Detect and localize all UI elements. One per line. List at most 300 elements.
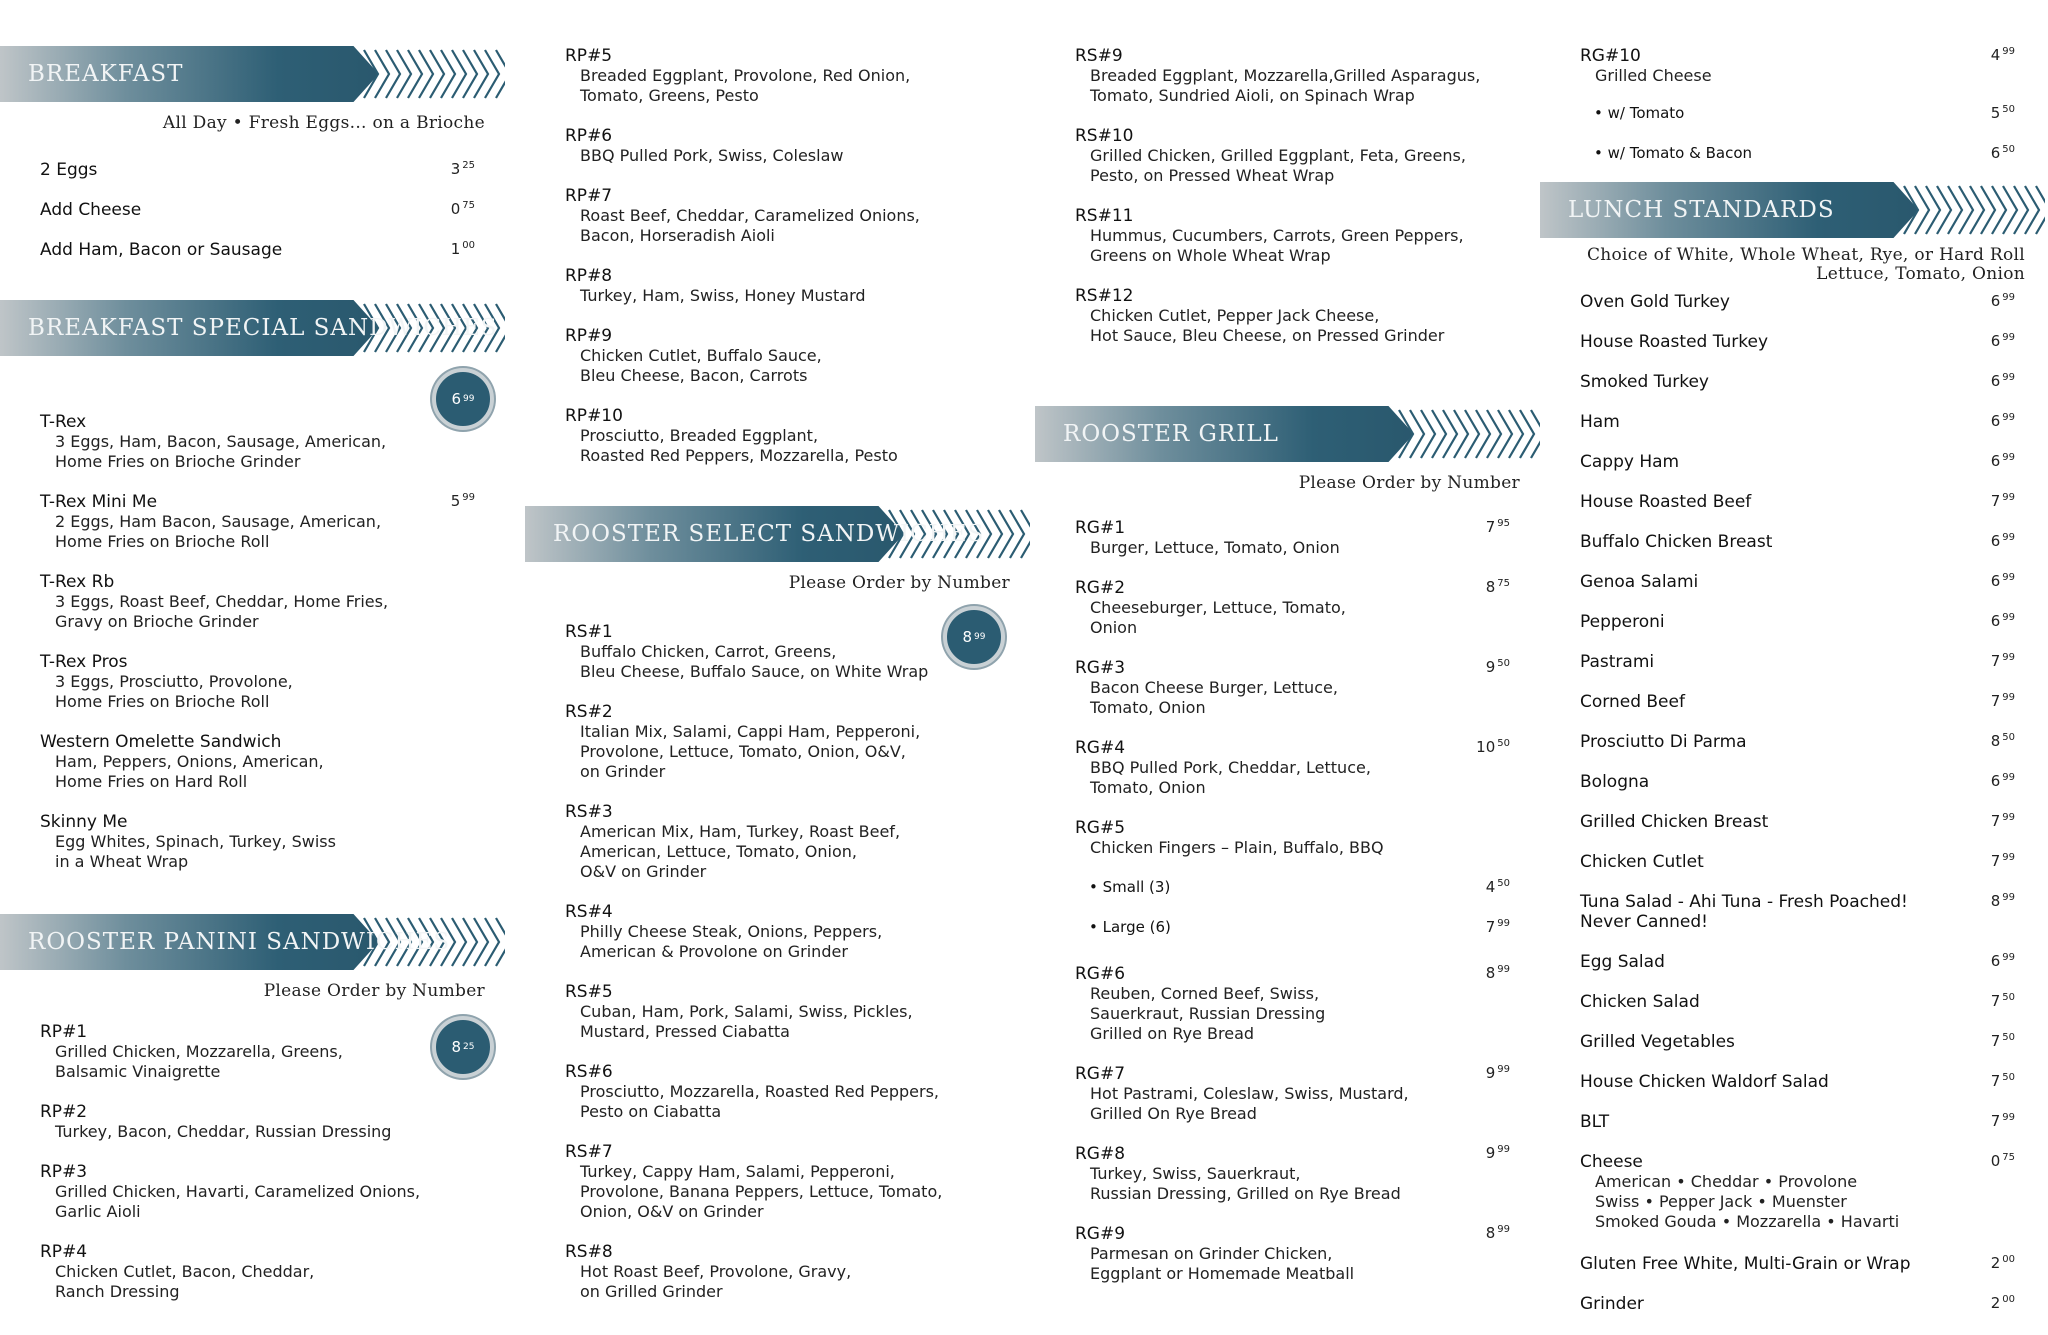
item-description: Greens on Whole Wheat Wrap — [1090, 246, 1331, 265]
item-name: RG#1 — [1075, 518, 1126, 538]
price-cents: 99 — [2002, 452, 2015, 463]
item-description: Turkey, Swiss, Sauerkraut, — [1090, 1164, 1301, 1183]
item-price — [1486, 518, 1510, 536]
item-description: Grilled On Rye Bread — [1090, 1104, 1257, 1123]
item-description: Breaded Eggplant, Provolone, Red Onion, — [580, 66, 911, 85]
item-description: Gravy on Brioche Grinder — [55, 612, 259, 631]
item-name: RS#1 — [565, 622, 613, 642]
menu-item — [1580, 1072, 2035, 1092]
item-description: Provolone, Banana Peppers, Lettuce, Tomato, — [580, 1182, 943, 1201]
menu-item — [1075, 578, 1530, 638]
price-cents: 50 — [2002, 104, 2015, 115]
item-description: Hummus, Cucumbers, Carrots, Green Peppers, — [1090, 226, 1464, 245]
menu-item — [565, 702, 1020, 782]
menu-item — [1580, 1254, 2035, 1274]
menu-item — [1580, 652, 2035, 672]
item-price — [1991, 1112, 2015, 1130]
item-name-line2: Never Canned! — [1580, 912, 1708, 932]
price-dollars: 9 — [1485, 1064, 1496, 1082]
subtitle-line: All Day • Fresh Eggs... on a Brioche — [162, 113, 485, 133]
item-name: RP#8 — [565, 266, 613, 286]
item-price — [1486, 578, 1510, 596]
menu-item — [1075, 126, 1530, 186]
price-cents: 99 — [1497, 1224, 1510, 1235]
menu-item — [565, 406, 1020, 466]
column-4 — [1540, 0, 2045, 1335]
item-description: Home Fries on Brioche Roll — [55, 532, 270, 551]
price-cents: 99 — [2002, 46, 2015, 57]
item-price — [1991, 332, 2015, 350]
menu-item — [1580, 1152, 2035, 1232]
price-cents: 00 — [462, 240, 475, 251]
item-description: Buffalo Chicken, Carrot, Greens, — [580, 642, 837, 661]
section-subtitle — [264, 982, 485, 1001]
item-name: Cappy Ham — [1580, 452, 1680, 472]
item-price — [1991, 492, 2015, 510]
item-price — [1991, 1254, 2015, 1272]
item-description: Hot Pastrami, Coleslaw, Swiss, Mustard, — [1090, 1084, 1409, 1103]
item-price — [1991, 612, 2015, 630]
item-price — [1991, 532, 2015, 550]
menu-item — [1075, 286, 1530, 346]
breakfast-banner — [0, 46, 505, 102]
subtitle-line: Lettuce, Tomato, Onion — [1816, 264, 2025, 284]
item-description: Ranch Dressing — [55, 1282, 180, 1301]
item-description: Home Fries on Hard Roll — [55, 772, 248, 791]
item-description: Tomato, Onion — [1090, 778, 1206, 797]
item-price — [1991, 732, 2015, 750]
price-dollars: 9 — [1485, 658, 1496, 676]
item-name: RG#2 — [1075, 578, 1126, 598]
price-dollars: 6 — [1990, 572, 2001, 590]
item-price — [1991, 692, 2015, 710]
item-name: RS#5 — [565, 982, 613, 1002]
price-dollars: 8 — [1485, 964, 1496, 982]
section-title: BREAKFAST — [28, 61, 184, 87]
menu-item — [565, 982, 1020, 1042]
price-cents: 99 — [2002, 692, 2015, 703]
item-name: RG#9 — [1075, 1224, 1126, 1244]
item-name: Pepperoni — [1580, 612, 1665, 632]
item-name: Chicken Cutlet — [1580, 852, 1704, 872]
price-dollars: 7 — [1990, 652, 2001, 670]
item-price — [1991, 452, 2015, 470]
item-description: Bleu Cheese, Buffalo Sauce, on White Wrap — [580, 662, 929, 681]
item-name: RS#9 — [1075, 46, 1123, 66]
price-cents: 99 — [2002, 1112, 2015, 1123]
lunch-banner — [1540, 182, 2045, 238]
price-dollars: 3 — [450, 160, 461, 178]
item-name: RG#4 — [1075, 738, 1126, 758]
item-name: Skinny Me — [40, 812, 128, 832]
menu-item — [1580, 612, 2035, 632]
price-dollars: 6 — [1990, 372, 2001, 390]
item-description: 3 Eggs, Prosciutto, Provolone, — [55, 672, 293, 691]
price-cents: 99 — [2002, 572, 2015, 583]
item-price — [1991, 292, 2015, 310]
price-cents: 99 — [2002, 812, 2015, 823]
menu-item — [565, 186, 1020, 246]
menu-item — [1075, 818, 1530, 858]
price-dollars: 8 — [1990, 892, 2001, 910]
item-name: T-Rex Mini Me — [40, 492, 158, 512]
item-name: Oven Gold Turkey — [1580, 292, 1730, 312]
item-name: RP#4 — [40, 1242, 88, 1262]
menu-item — [1580, 992, 2035, 1012]
badge-dollars: 8 — [962, 628, 973, 646]
menu-item — [565, 1062, 1020, 1122]
item-description: Roasted Red Peppers, Mozzarella, Pesto — [580, 446, 898, 465]
item-price — [1991, 372, 2015, 390]
item-name: Bologna — [1580, 772, 1650, 792]
price-dollars: 6 — [1990, 952, 2001, 970]
menu-item — [1580, 452, 2035, 472]
price-cents: 99 — [2002, 492, 2015, 503]
price-dollars: 6 — [1990, 292, 2001, 310]
menu-item — [40, 412, 495, 472]
item-description: Onion, O&V on Grinder — [580, 1202, 764, 1221]
menu-item — [40, 240, 495, 260]
item-name: RG#3 — [1075, 658, 1126, 678]
price-cents: 99 — [2002, 612, 2015, 623]
item-name: RS#7 — [565, 1142, 613, 1162]
menu-item — [565, 1142, 1020, 1222]
menu-item — [565, 46, 1020, 106]
menu-item — [565, 1242, 1020, 1302]
item-description: Turkey, Cappy Ham, Salami, Pepperoni, — [580, 1162, 895, 1181]
item-description: O&V on Grinder — [580, 862, 707, 881]
menu-item — [1580, 492, 2035, 512]
item-name: RP#9 — [565, 326, 613, 346]
menu-item — [40, 812, 495, 872]
menu-item — [1075, 1064, 1530, 1124]
column-3 — [1035, 0, 1540, 1335]
item-name: RP#5 — [565, 46, 613, 66]
item-price — [1486, 964, 1510, 982]
menu-item — [40, 572, 495, 632]
item-price — [1991, 772, 2015, 790]
item-description: Hot Roast Beef, Provolone, Gravy, — [580, 1262, 852, 1281]
menu-item — [40, 732, 495, 792]
item-description: Turkey, Bacon, Cheddar, Russian Dressing — [55, 1122, 392, 1141]
item-description: on Grilled Grinder — [580, 1282, 723, 1301]
price-cents: 99 — [2002, 652, 2015, 663]
menu-item — [1580, 732, 2035, 752]
subitem-name: • Small (3) — [1089, 878, 1171, 896]
price-cents: 99 — [2002, 332, 2015, 343]
menu-item — [1580, 852, 2035, 872]
item-description: Italian Mix, Salami, Cappi Ham, Pepperoni, — [580, 722, 921, 741]
item-name: RP#3 — [40, 1162, 88, 1182]
item-name: RG#6 — [1075, 964, 1126, 984]
subitem-name: • w/ Tomato — [1594, 104, 1685, 122]
price-dollars: 0 — [1990, 1152, 2001, 1170]
item-description: Pesto, on Pressed Wheat Wrap — [1090, 166, 1335, 185]
menu-item — [40, 492, 495, 552]
badge-cents: 99 — [463, 394, 475, 404]
menu-item — [1580, 812, 2035, 832]
item-description: in a Wheat Wrap — [55, 852, 189, 871]
item-name: Prosciutto Di Parma — [1580, 732, 1747, 752]
section-title: BREAKFAST SPECIAL SANDWICHES — [28, 315, 498, 341]
price-dollars: 2 — [1990, 1254, 2001, 1272]
item-name: 2 Eggs — [40, 160, 98, 180]
price-cents: 00 — [2002, 1294, 2015, 1305]
item-description: Grilled Chicken, Mozzarella, Greens, — [55, 1042, 343, 1061]
price-cents: 95 — [1497, 518, 1510, 529]
item-description: Cheeseburger, Lettuce, Tomato, — [1090, 598, 1346, 617]
item-name: RS#12 — [1075, 286, 1134, 306]
item-name: RP#2 — [40, 1102, 88, 1122]
breakfast-special-banner — [0, 300, 505, 356]
badge-cents: 99 — [974, 632, 986, 642]
price-cents: 50 — [1497, 738, 1510, 749]
item-description: Egg Whites, Spinach, Turkey, Swiss — [55, 832, 336, 851]
item-name: Buffalo Chicken Breast — [1580, 532, 1773, 552]
item-name: RG#10 — [1580, 46, 1641, 66]
item-name: Grilled Chicken Breast — [1580, 812, 1769, 832]
item-price — [1486, 918, 1510, 936]
item-price — [451, 160, 475, 178]
menu-subitem — [1580, 144, 2035, 162]
price-cents: 99 — [2002, 412, 2015, 423]
menu-item — [1580, 572, 2035, 592]
item-description: Garlic Aioli — [55, 1202, 141, 1221]
menu-item — [1580, 1294, 2035, 1314]
menu-item — [1580, 1112, 2035, 1132]
price-dollars: 6 — [1990, 532, 2001, 550]
item-name: RP#7 — [565, 186, 613, 206]
menu-subitem — [1075, 878, 1530, 896]
item-price — [1991, 572, 2015, 590]
price-cents: 99 — [1497, 964, 1510, 975]
price-cents: 75 — [462, 200, 475, 211]
price-cents: 99 — [1497, 1064, 1510, 1075]
menu-item — [40, 652, 495, 712]
menu-item — [565, 902, 1020, 962]
item-description: Eggplant or Homemade Meatball — [1090, 1264, 1355, 1283]
menu-item — [1075, 964, 1530, 1044]
item-name: RG#7 — [1075, 1064, 1126, 1084]
item-description: Chicken Cutlet, Pepper Jack Cheese, — [1090, 306, 1380, 325]
menu-item — [40, 160, 495, 180]
price-dollars: 6 — [1990, 144, 2001, 162]
price-dollars: 8 — [1990, 732, 2001, 750]
price-cents: 99 — [2002, 772, 2015, 783]
item-name: Pastrami — [1580, 652, 1655, 672]
price-dollars: 8 — [1485, 1224, 1496, 1242]
item-name: RS#8 — [565, 1242, 613, 1262]
item-name: Add Ham, Bacon or Sausage — [40, 240, 283, 260]
item-description: Chicken Fingers – Plain, Buffalo, BBQ — [1090, 838, 1384, 857]
price-cents: 99 — [2002, 372, 2015, 383]
menu-item — [40, 1102, 495, 1142]
item-description: American • Cheddar • Provolone — [1595, 1172, 1858, 1191]
item-name: RG#5 — [1075, 818, 1126, 838]
price-dollars: 8 — [1485, 578, 1496, 596]
item-name: RP#6 — [565, 126, 613, 146]
price-cents: 99 — [2002, 532, 2015, 543]
item-description: Grilled Cheese — [1595, 66, 1712, 85]
item-name: RS#3 — [565, 802, 613, 822]
item-name: Gluten Free White, Multi-Grain or Wrap — [1580, 1254, 1911, 1274]
price-cents: 99 — [2002, 892, 2015, 903]
item-description: Bleu Cheese, Bacon, Carrots — [580, 366, 808, 385]
item-name: T-Rex Rb — [40, 572, 115, 592]
item-name: RG#8 — [1075, 1144, 1126, 1164]
price-cents: 99 — [2002, 952, 2015, 963]
section-title: ROOSTER PANINI SANDWICHES — [28, 929, 451, 955]
item-name: RS#4 — [565, 902, 613, 922]
price-cents: 99 — [1497, 1144, 1510, 1155]
item-name: BLT — [1580, 1112, 1610, 1132]
price-dollars: 7 — [1990, 1112, 2001, 1130]
item-description: American Mix, Ham, Turkey, Roast Beef, — [580, 822, 901, 841]
item-description: BBQ Pulled Pork, Cheddar, Lettuce, — [1090, 758, 1371, 777]
item-name: House Roasted Turkey — [1580, 332, 1769, 352]
item-price — [1991, 852, 2015, 870]
item-price — [451, 200, 475, 218]
item-description: Grilled on Rye Bread — [1090, 1024, 1255, 1043]
price-dollars: 7 — [1485, 918, 1496, 936]
item-description: Tomato, Sundried Aioli, on Spinach Wrap — [1090, 86, 1415, 105]
item-price — [1991, 892, 2015, 910]
chevron-pattern-icon — [360, 46, 505, 102]
panini-banner — [0, 914, 505, 970]
price-cents: 50 — [1497, 878, 1510, 889]
price-cents: 25 — [462, 160, 475, 171]
price-dollars: 2 — [1990, 1294, 2001, 1312]
item-description: Onion — [1090, 618, 1138, 637]
item-price — [1991, 1294, 2015, 1312]
item-price — [1991, 412, 2015, 430]
item-description: BBQ Pulled Pork, Swiss, Coleslaw — [580, 146, 844, 165]
price-dollars: 0 — [450, 200, 461, 218]
menu-item — [1075, 1144, 1530, 1204]
section-subtitle — [1299, 474, 1520, 493]
menu-item — [40, 1162, 495, 1222]
price-dollars: 7 — [1990, 1032, 2001, 1050]
price-cents: 99 — [2002, 852, 2015, 863]
menu-item — [565, 326, 1020, 386]
subtitle-line: Please Order by Number — [1298, 473, 1520, 493]
item-description: Prosciutto, Breaded Eggplant, — [580, 426, 819, 445]
item-name: T-Rex — [40, 412, 87, 432]
section-title: ROOSTER SELECT SANDWICHES — [553, 521, 985, 547]
item-price — [1476, 738, 1510, 756]
price-dollars: 7 — [1990, 852, 2001, 870]
price-dollars: 6 — [1990, 412, 2001, 430]
chevron-pattern-icon — [1395, 406, 1540, 462]
item-description: Turkey, Ham, Swiss, Honey Mustard — [580, 286, 866, 305]
item-description: Provolone, Lettuce, Tomato, Onion, O&V, — [580, 742, 906, 761]
grill-banner — [1035, 406, 1540, 462]
item-name: Corned Beef — [1580, 692, 1685, 712]
badge-dollars: 8 — [451, 1038, 462, 1056]
price-dollars: 1 — [450, 240, 461, 258]
item-description: Tomato, Onion — [1090, 698, 1206, 717]
item-name: Western Omelette Sandwich — [40, 732, 282, 752]
price-dollars: 5 — [1990, 104, 2001, 122]
item-description: Ham, Peppers, Onions, American, — [55, 752, 324, 771]
item-description: Smoked Gouda • Mozzarella • Havarti — [1595, 1212, 1900, 1231]
item-description: Parmesan on Grinder Chicken, — [1090, 1244, 1333, 1263]
item-price — [1991, 812, 2015, 830]
price-dollars: 7 — [1990, 692, 2001, 710]
price-cents: 75 — [1497, 578, 1510, 589]
section-subtitle — [789, 574, 1010, 593]
item-name: Ham — [1580, 412, 1620, 432]
price-cents: 00 — [2002, 1254, 2015, 1265]
item-description: Roast Beef, Cheddar, Caramelized Onions, — [580, 206, 920, 225]
badge-cents: 25 — [463, 1042, 475, 1052]
item-description: Cuban, Ham, Pork, Salami, Swiss, Pickles, — [580, 1002, 913, 1021]
price-cents: 50 — [2002, 1032, 2015, 1043]
price-dollars: 6 — [1990, 452, 2001, 470]
item-description: Home Fries on Brioche Grinder — [55, 452, 301, 471]
item-description: Prosciutto, Mozzarella, Roasted Red Peppers, — [580, 1082, 939, 1101]
price-cents: 50 — [2002, 992, 2015, 1003]
section-subtitle — [163, 114, 485, 133]
item-description: Burger, Lettuce, Tomato, Onion — [1090, 538, 1340, 557]
item-price — [1486, 1064, 1510, 1082]
item-name: Tuna Salad - Ahi Tuna - Fresh Poached! — [1580, 892, 1908, 912]
item-description: Bacon Cheese Burger, Lettuce, — [1090, 678, 1338, 697]
menu-item — [1580, 372, 2035, 392]
item-description: Breaded Eggplant, Mozzarella,Grilled Asparagus, — [1090, 66, 1481, 85]
item-name: RS#2 — [565, 702, 613, 722]
item-name: House Roasted Beef — [1580, 492, 1752, 512]
subitem-name: • w/ Tomato & Bacon — [1594, 144, 1753, 162]
menu-item — [1580, 892, 2035, 932]
item-description: Pesto on Ciabatta — [580, 1102, 722, 1121]
price-cents: 99 — [462, 492, 475, 503]
chevron-pattern-icon — [1900, 182, 2045, 238]
item-name: Add Cheese — [40, 200, 142, 220]
menu-item — [1580, 1032, 2035, 1052]
item-description: Chicken Cutlet, Bacon, Cheddar, — [55, 1262, 315, 1281]
item-description: Bacon, Horseradish Aioli — [580, 226, 775, 245]
menu-item — [565, 266, 1020, 306]
item-description: Grilled Chicken, Grilled Eggplant, Feta, Greens, — [1090, 146, 1466, 165]
menu-item — [40, 1242, 495, 1302]
item-name: Smoked Turkey — [1580, 372, 1709, 392]
select-banner — [525, 506, 1030, 562]
item-price — [1486, 1224, 1510, 1242]
item-description: Balsamic Vinaigrette — [55, 1062, 221, 1081]
menu-item — [1075, 738, 1530, 798]
price-cents: 99 — [1497, 918, 1510, 929]
menu-item — [1075, 206, 1530, 266]
menu-item — [1580, 292, 2035, 312]
item-price — [1991, 104, 2015, 122]
price-cents: 50 — [2002, 732, 2015, 743]
menu-item — [1580, 772, 2035, 792]
price-dollars: 9 — [1485, 1144, 1496, 1162]
price-cents: 50 — [2002, 1072, 2015, 1083]
item-price — [1991, 1072, 2015, 1090]
badge-dollars: 6 — [451, 390, 462, 408]
item-price — [1486, 658, 1510, 676]
price-dollars: 7 — [1485, 518, 1496, 536]
price-cents: 50 — [1497, 658, 1510, 669]
menu-item — [1580, 46, 2035, 86]
price-dollars: 7 — [1990, 1072, 2001, 1090]
item-name: Chicken Salad — [1580, 992, 1700, 1012]
item-name: Genoa Salami — [1580, 572, 1699, 592]
item-description: 2 Eggs, Ham Bacon, Sausage, American, — [55, 512, 382, 531]
item-description: Home Fries on Brioche Roll — [55, 692, 270, 711]
